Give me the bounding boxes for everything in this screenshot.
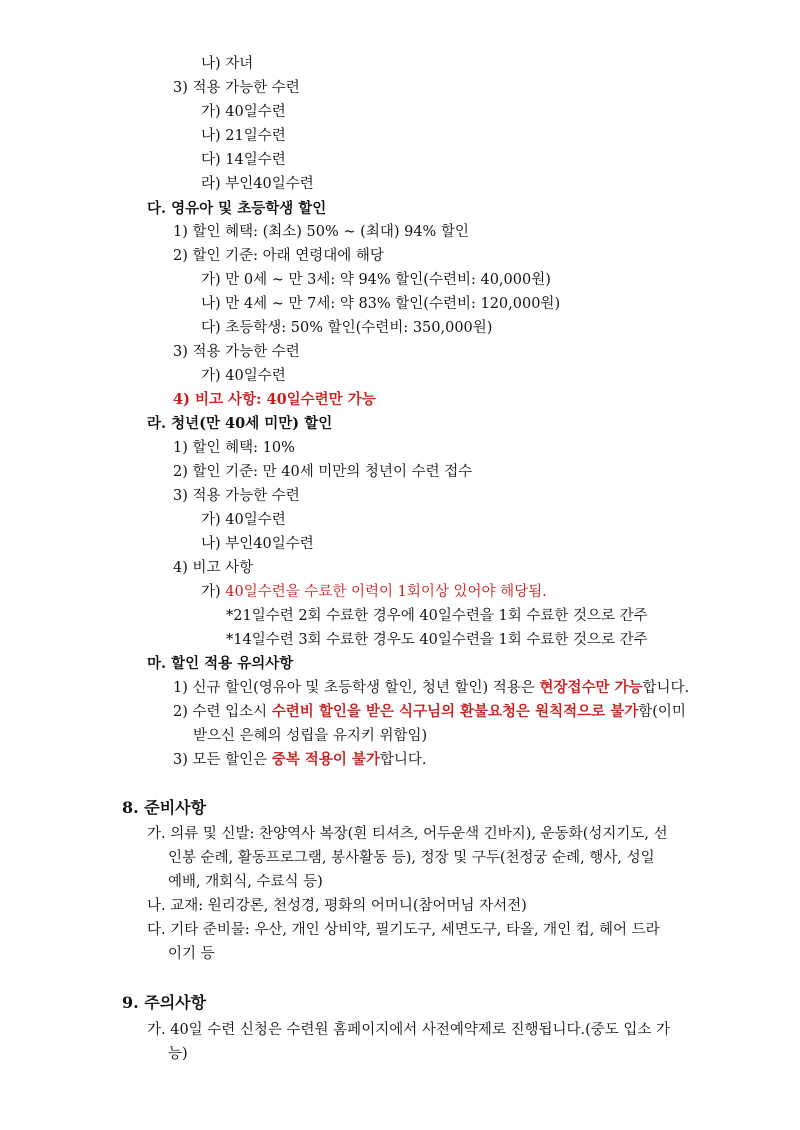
note-emphasis: 40일수련을 수료한 이력이 1회이상 있어야 해당됨. (225, 584, 547, 600)
list-item: 3) 적용 가능한 수련 (173, 80, 300, 96)
section-heading: 라. 청년(만 40세 미만) 할인 (147, 415, 333, 432)
section-heading: 9. 주의사항 (122, 993, 207, 1012)
list-item: 2) 할인 기준: 아래 연령대에 해당 (173, 248, 384, 264)
list-item (173, 750, 427, 770)
text: 3) 모든 할인은 (173, 752, 272, 768)
text: 1) 신규 할인(영유아 및 초등학생 할인, 청년 할인) 적용은 (173, 680, 540, 696)
list-item (201, 582, 547, 602)
list-item: 3) 적용 가능한 수련 (173, 344, 300, 360)
note-emphasis: 수련비 할인을 받은 식구님의 환불요청은 원칙적으로 불가 (271, 703, 639, 720)
text: 2) 수련 입소시 (173, 704, 272, 720)
list-item: 다) 초등학생: 50% 할인(수련비: 350,000원) (201, 320, 493, 336)
list-item: 다. 기타 준비물: 우산, 개인 상비약, 필기도구, 세면도구, 타올, 개인 컵, 헤어 드라 (147, 922, 660, 938)
list-item: 인봉 순례, 활동프로그램, 봉사활동 등), 정장 및 구두(천정궁 순례, 행사, 성일 (168, 850, 655, 866)
text: 합니다. (642, 680, 690, 696)
list-item: 가. 의류 및 신발: 찬양역사 복장(흰 티셔츠, 어두운색 긴바지), 운동화(성지기도, 선 (147, 826, 668, 842)
list-item: 가) 만 0세 ~ 만 3세: 약 94% 할인(수련비: 40,000원) (201, 272, 551, 288)
list-item: 가) 40일수련 (201, 104, 286, 120)
list-item: 가) 40일수련 (201, 512, 286, 528)
list-item: 가. 40일 수련 신청은 수련원 홈페이지에서 사전예약제로 진행됩니다.(중도 입소 가 (147, 1022, 671, 1038)
list-item: 1) 할인 혜택: (최소) 50% ~ (최대) 94% 할인 (173, 224, 469, 240)
list-item: 라) 부인40일수련 (201, 176, 314, 192)
section-heading: 8. 준비사항 (122, 798, 207, 817)
list-item: *21일수련 2회 수료한 경우에 40일수련을 1회 수료한 것으로 간주 (226, 608, 648, 624)
section-heading: 다. 영유아 및 초등학생 할인 (147, 200, 327, 217)
list-item (173, 702, 686, 722)
list-item: 나) 만 4세 ~ 만 7세: 약 83% 할인(수련비: 120,000원) (201, 296, 561, 312)
list-item: 1) 할인 혜택: 10% (173, 440, 295, 456)
list-item: 나) 21일수련 (201, 128, 286, 144)
list-item (173, 678, 689, 698)
list-item: 4) 비고 사항 (173, 560, 254, 576)
list-item: 나) 부인40일수련 (201, 536, 314, 552)
note-emphasis: 4) 비고 사항: 40일수련만 가능 (173, 391, 376, 408)
list-item: 2) 할인 기준: 만 40세 미만의 청년이 수련 접수 (173, 464, 473, 480)
text: 합니다. (379, 752, 427, 768)
note-emphasis: 중복 적용이 불가 (271, 751, 380, 768)
list-item: 가) 40일수련 (201, 368, 286, 384)
list-item: 이기 등 (168, 946, 215, 962)
text: 함(이미 (638, 704, 686, 720)
list-item: 나) 자녀 (201, 56, 254, 72)
list-item: 예배, 개회식, 수료식 등) (168, 874, 323, 890)
note-emphasis: 현장접수만 가능 (539, 679, 643, 696)
item-marker: 가) (201, 584, 226, 600)
list-item: 능) (168, 1046, 188, 1062)
list-item: 받으신 은혜의 성립을 유지키 위함임) (193, 728, 428, 744)
list-item: 다) 14일수련 (201, 152, 286, 168)
section-heading: 마. 할인 적용 유의사항 (147, 655, 294, 672)
list-item: 나. 교재: 원리강론, 천성경, 평화의 어머니(참어머님 자서전) (147, 898, 527, 914)
list-item: *14일수련 3회 수료한 경우도 40일수련을 1회 수료한 것으로 간주 (226, 632, 648, 648)
list-item: 3) 적용 가능한 수련 (173, 488, 300, 504)
